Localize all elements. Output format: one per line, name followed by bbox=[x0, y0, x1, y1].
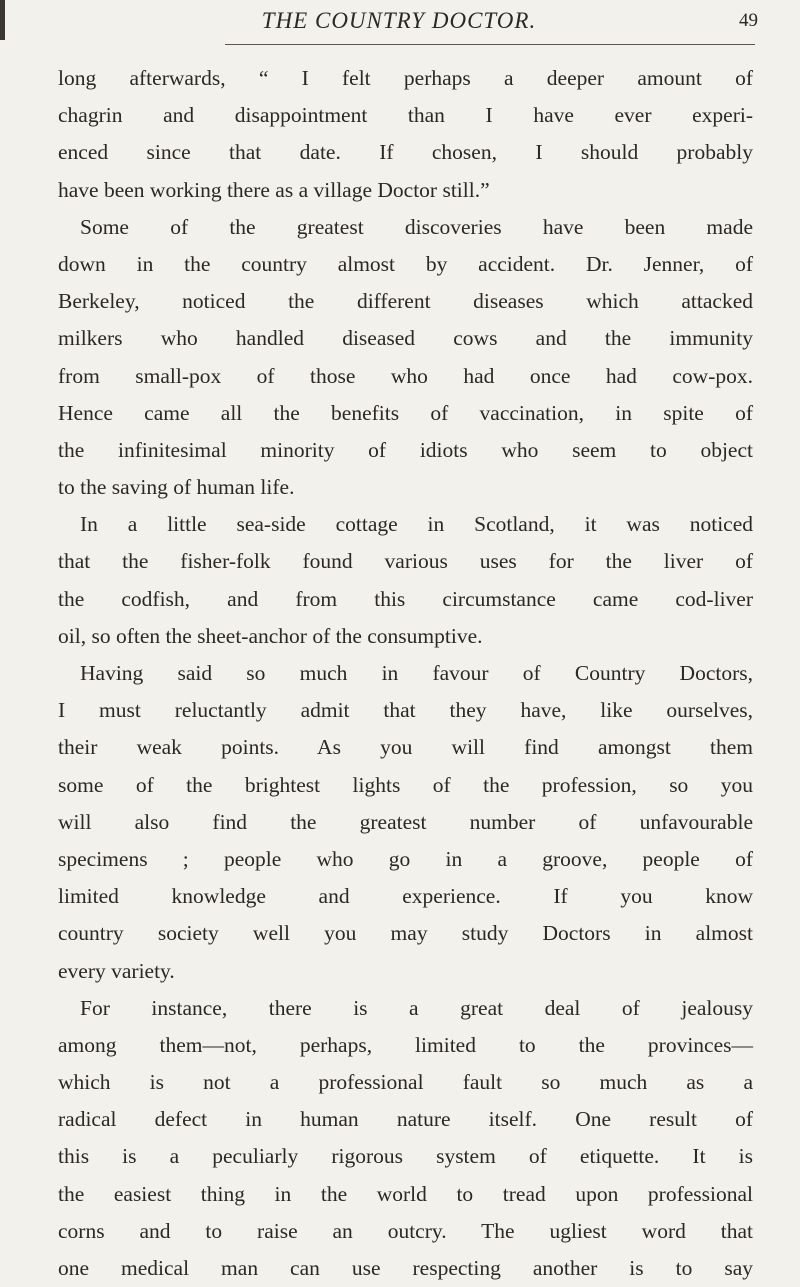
text-line: their weak points. As you will find amongst them bbox=[58, 735, 753, 760]
text-line: have been working there as a village Doctor still.” bbox=[58, 177, 490, 202]
text-line: In a little sea-side cottage in Scotland, it was noticed bbox=[80, 512, 753, 537]
text-line: this is a peculiarly rigorous system of etiquette. It is bbox=[58, 1144, 753, 1169]
page-edge-mark bbox=[0, 0, 5, 40]
header-rule bbox=[225, 44, 755, 45]
text-line: Some of the greatest discoveries have been made bbox=[80, 214, 753, 239]
text-line: country society well you may study Doctors in almost bbox=[58, 921, 753, 946]
page-number: 49 bbox=[739, 10, 758, 31]
text-line: I must reluctantly admit that they have, like ourselves, bbox=[58, 698, 753, 723]
text-line: oil, so often the sheet-anchor of the consumptive. bbox=[58, 623, 483, 648]
text-line: the easiest thing in the world to tread upon professional bbox=[58, 1181, 753, 1206]
text-line: one medical man can use respecting another is to say bbox=[58, 1256, 753, 1280]
text-line: down in the country almost by accident. Dr. Jenner, of bbox=[58, 251, 753, 276]
text-line: among them—not, perhaps, limited to the provinces— bbox=[58, 1032, 753, 1057]
text-line: enced since that date. If chosen, I should probably bbox=[58, 140, 753, 165]
text-line: milkers who handled diseased cows and the immunity bbox=[58, 326, 753, 351]
text-line: the infinitesimal minority of idiots who seem to object bbox=[58, 437, 753, 462]
text-line: the codfish, and from this circumstance came cod-liver bbox=[58, 586, 753, 611]
text-line: For instance, there is a great deal of jealousy bbox=[80, 995, 753, 1020]
text-line: which is not a professional fault so much as a bbox=[58, 1070, 753, 1095]
text-line: every variety. bbox=[58, 958, 175, 983]
text-line: long afterwards, “ I felt perhaps a deeper amount of bbox=[58, 66, 753, 90]
text-line: Berkeley, noticed the different diseases which attacked bbox=[58, 289, 753, 314]
text-line: will also find the greatest number of unfavourable bbox=[58, 809, 753, 834]
text-line: radical defect in human nature itself. One result of bbox=[58, 1107, 753, 1132]
text-line: some of the brightest lights of the profession, so you bbox=[58, 772, 753, 797]
text-line: specimens ; people who go in a groove, people of bbox=[58, 846, 753, 871]
text-line: Having said so much in favour of Country Doctors, bbox=[80, 661, 753, 685]
text-line: that the fisher-folk found various uses for the liver of bbox=[58, 549, 753, 574]
text-line: limited knowledge and experience. If you know bbox=[58, 884, 753, 909]
text-line: corns and to raise an outcry. The ugliest word that bbox=[58, 1218, 753, 1243]
running-title: THE COUNTRY DOCTOR. bbox=[261, 8, 537, 33]
text-line: Hence came all the benefits of vaccination, in spite of bbox=[58, 400, 753, 425]
text-line: from small-pox of those who had once had cow-pox. bbox=[58, 363, 753, 388]
text-line: to the saving of human life. bbox=[58, 475, 295, 500]
text-line: chagrin and disappointment than I have ever experi- bbox=[58, 103, 753, 128]
running-head bbox=[40, 6, 758, 38]
body-text bbox=[58, 60, 753, 1287]
